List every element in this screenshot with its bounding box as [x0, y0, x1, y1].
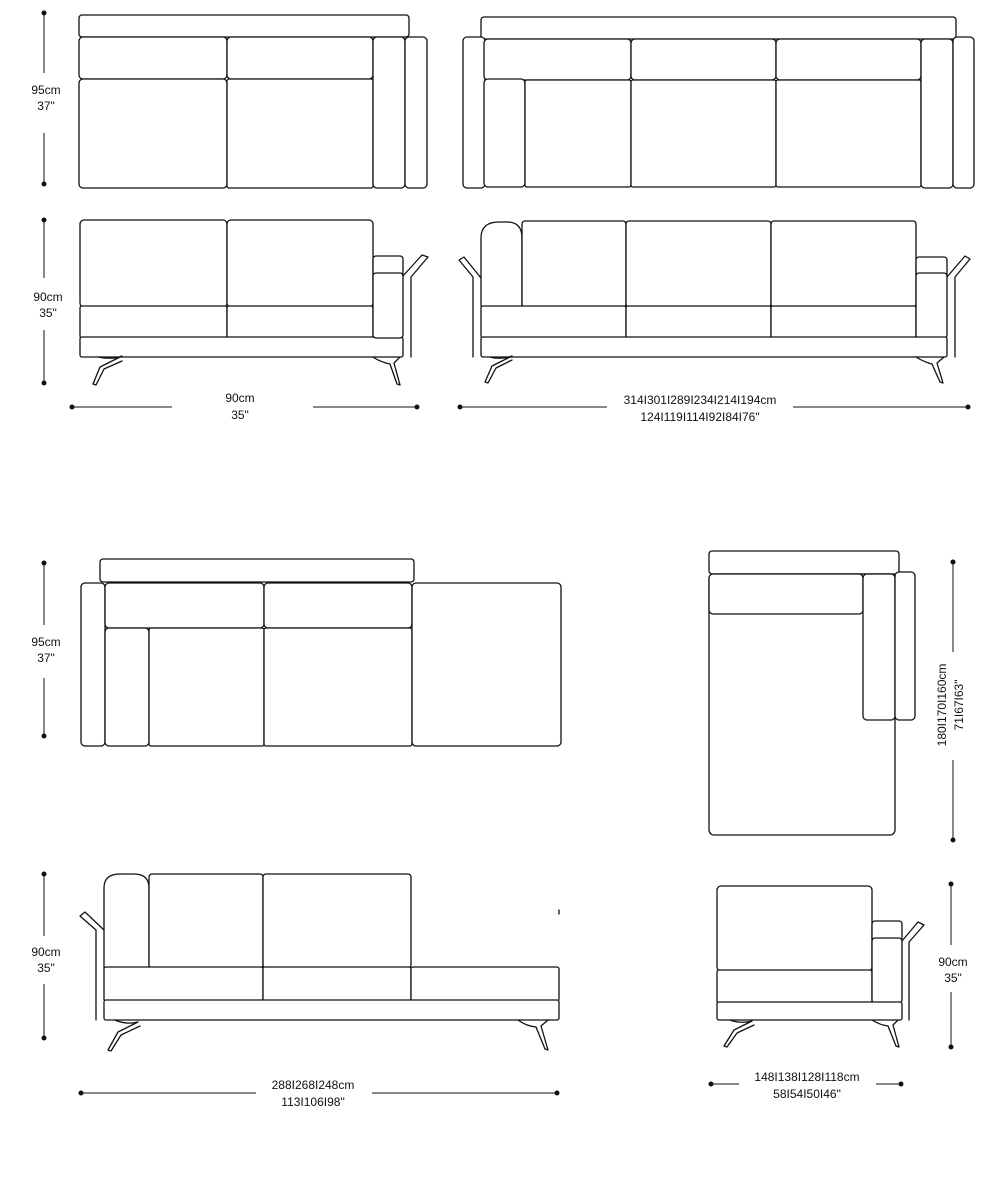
chaise-front-height-cm: 95cm: [31, 635, 61, 649]
chaise-side-height-in: 35": [37, 961, 55, 975]
corner-height-cm: 90cm: [938, 955, 968, 969]
two-seat-front-view: [79, 15, 427, 188]
corner-height-in: 35": [944, 971, 962, 985]
corner-width-cm: 148I138I128I118cm: [754, 1070, 860, 1084]
sofa-width-cm: 314I301I289I234I214I194cm: [623, 393, 777, 407]
armchair-side-height-cm: 90cm: [33, 290, 63, 304]
three-seat-front-view: [463, 17, 974, 188]
corner-length-in: 71I67I63": [952, 679, 966, 731]
chaise-side-view: [80, 874, 559, 1051]
chaise-width-cm: 288I268I248cm: [271, 1078, 355, 1092]
corner-length-cm: 180I170I160cm: [935, 663, 949, 747]
sofa-width-in: 124I119I114I92I84I76": [640, 410, 760, 424]
two-seat-side-view: [80, 220, 428, 385]
chaise-front-view: [81, 559, 561, 746]
three-seat-side-view: [459, 221, 970, 383]
armchair-front-height-in: 37": [37, 99, 55, 113]
chaise-front-height-in: 37": [37, 651, 55, 665]
corner-chaise-top-view: [709, 551, 915, 835]
armchair-side-height-in: 35": [39, 306, 57, 320]
chaise-side-height-cm: 90cm: [31, 945, 61, 959]
armchair-depth-cm: 90cm: [225, 391, 255, 405]
armchair-depth-in: 35": [231, 408, 249, 422]
corner-chaise-side-view: [717, 886, 924, 1047]
corner-width-in: 58I54I50I46": [773, 1087, 841, 1101]
chaise-width-in: 113I106I98": [281, 1095, 345, 1109]
armchair-front-height-cm: 95cm: [31, 83, 61, 97]
